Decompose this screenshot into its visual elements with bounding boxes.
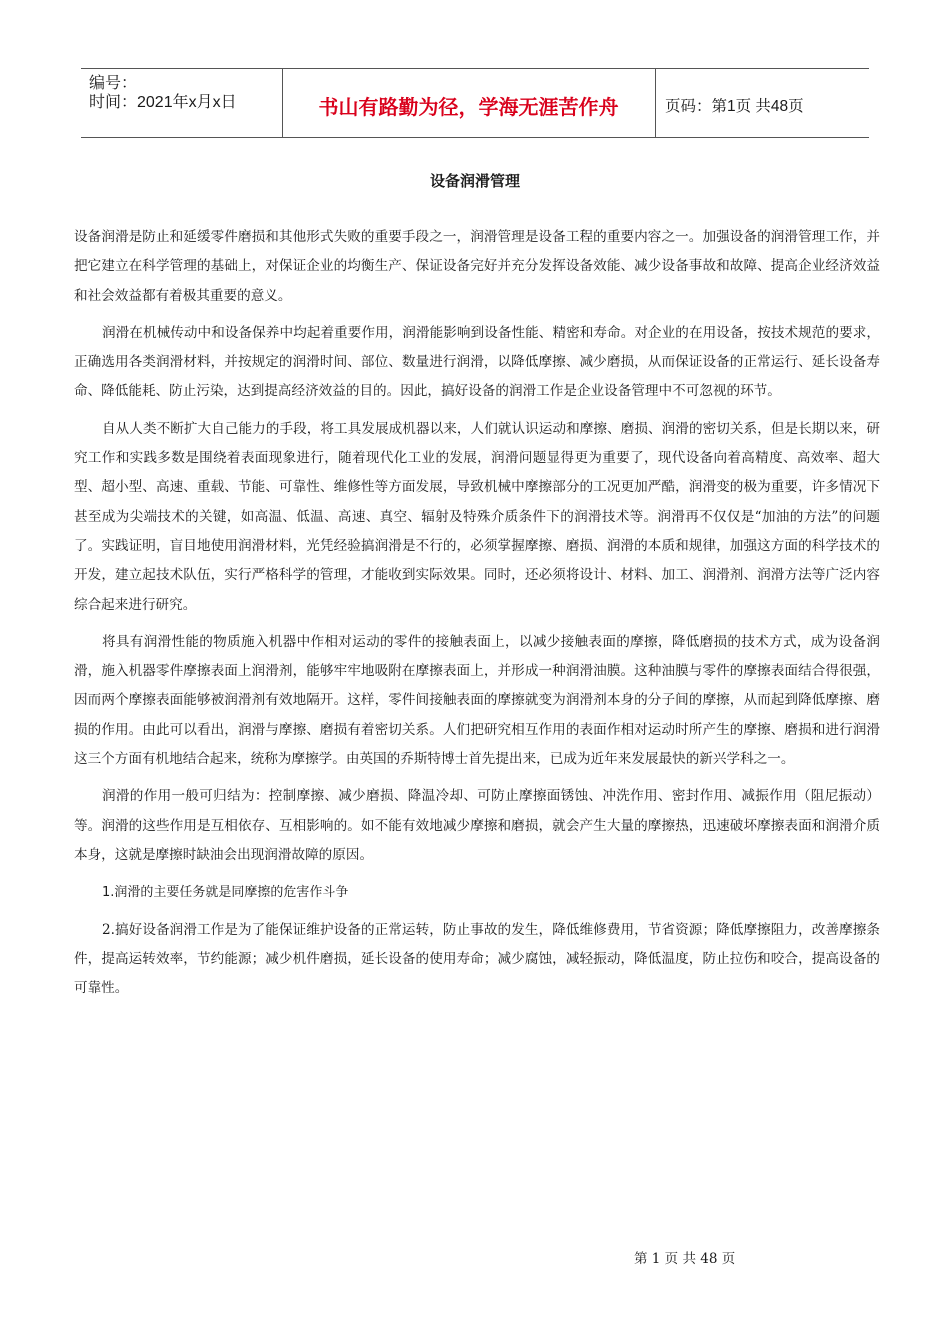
paragraph: 自从人类不断扩大自己能力的手段，将工具发展成机器以来，人们就认识运动和摩擦、磨损、润滑的密切关系，但是长期以来，研究工作和实践多数是围绕着表面现象进行，随着现代化工业的发展，润滑问题显得更为重要了，现代设备向着高精度、高效率、超大型、超小型、高速、重载、节能、可靠性、维修性等方面发展，导致机械中摩擦部分的工况更加严酷，润滑变的极为重要，许多情况下甚至成为尖端技术的关键，如高温、低温、高速、真空、辐射及特殊介质条件下的润滑技术等。润滑再不仅仅是“加油的方法”的问题了。实践证明，盲目地使用润滑材料，光凭经验搞润滑是不行的，必须掌握摩擦、磨损、润滑的本质和规律，加强这方面的科学技术的开发，建立起技术队伍，实行严格科学的管理，才能收到实际效果。同时，还必须将设计、材料、加工、润滑剂、润滑方法等广泛内容综合起来进行研究。	[74, 420, 880, 613]
paragraph: 设备润滑是防止和延缓零件磨损和其他形式失败的重要手段之一，润滑管理是设备工程的重要内容之一。加强设备的润滑管理工作，并把它建立在科学管理的基础上，对保证企业的均衡生产、保证设备完好并充分发挥设备效能、减少设备事故和故障、提高企业经济效益和社会效益都有着极其重要的意义。	[74, 229, 880, 304]
numbered-item: 1.润滑的主要任务就是同摩擦的危害作斗争	[102, 885, 349, 901]
page-header	[81, 68, 869, 138]
header-motto: 书山有路勤为径，学海无涯苦作舟	[318, 95, 619, 119]
header-middle-cell	[282, 69, 656, 137]
document-title: 设备润滑管理	[429, 172, 520, 190]
page-footer: 第 1 页 共 48 页	[634, 1251, 736, 1267]
paragraph: 将具有润滑性能的物质施入机器中作相对运动的零件的接触表面上，以减少接触表面的摩擦，降低磨损的技术方式，成为设备润滑，施入机器零件摩擦表面上润滑剂，能够牢牢地吸附在摩擦表面上，并形成一种润滑油膜。这种油膜与零件的摩擦表面结合得很强，因而两个摩擦表面能够被润滑剂有效地隔开。这样，零件间接触表面的摩擦就变为润滑剂本身的分子间的摩擦，从而起到降低摩擦、磨损的作用。由此可以看出，润滑与摩擦、磨损有着密切关系。人们把研究相互作用的表面作相对运动时所产生的摩擦、磨损和进行润滑这三个方面有机地结合起来，统称为摩擦学。由英国的乔斯特博士首先提出来，已成为近年来发展最快的新兴学科之一。	[74, 633, 880, 768]
header-right-cell	[655, 69, 869, 137]
date-line: 时间：2021年x月x日	[89, 94, 237, 111]
numbered-item: 2.搞好设备润滑工作是为了能保证维护设备的正常运转，防止事故的发生，降低维修费用，节省资源；降低摩擦阻力，改善摩擦条件，提高运转效率，节约能源；减少机件磨损，延长设备的使用寿命；减少腐蚀，减轻振动，降低温度，防止拉伤和咬合，提高设备的可靠性。	[74, 921, 880, 997]
paragraph: 润滑在机械传动中和设备保养中均起着重要作用，润滑能影响到设备性能、精密和寿命。对企业的在用设备，按技术规范的要求，正确选用各类润滑材料，并按规定的润滑时间、部位、数量进行润滑，以降低摩擦、减少磨损，从而保证设备的正常运行、延长设备寿命、降低能耗、防止污染，达到提高经济效益的目的。因此，搞好设备的润滑工作是企业设备管理中不可忽视的环节。	[74, 324, 880, 400]
header-left-cell	[81, 69, 283, 137]
paragraph: 润滑的作用一般可归结为：控制摩擦、减少磨损、降温冷却、可防止摩擦面锈蚀、冲洗作用、密封作用、减振作用（阻尼振动）等。润滑的这些作用是互相依存、互相影响的。如不能有效地减少摩擦和磨损，就会产生大量的摩擦热，迅速破坏摩擦表面和润滑介质本身，这就是摩擦时缺油会出现润滑故障的原因。	[74, 788, 880, 863]
document-body	[74, 223, 880, 1011]
header-page-info: 页码：第1页 共48页	[665, 98, 804, 115]
serial-number-label: 编号：	[89, 75, 138, 92]
